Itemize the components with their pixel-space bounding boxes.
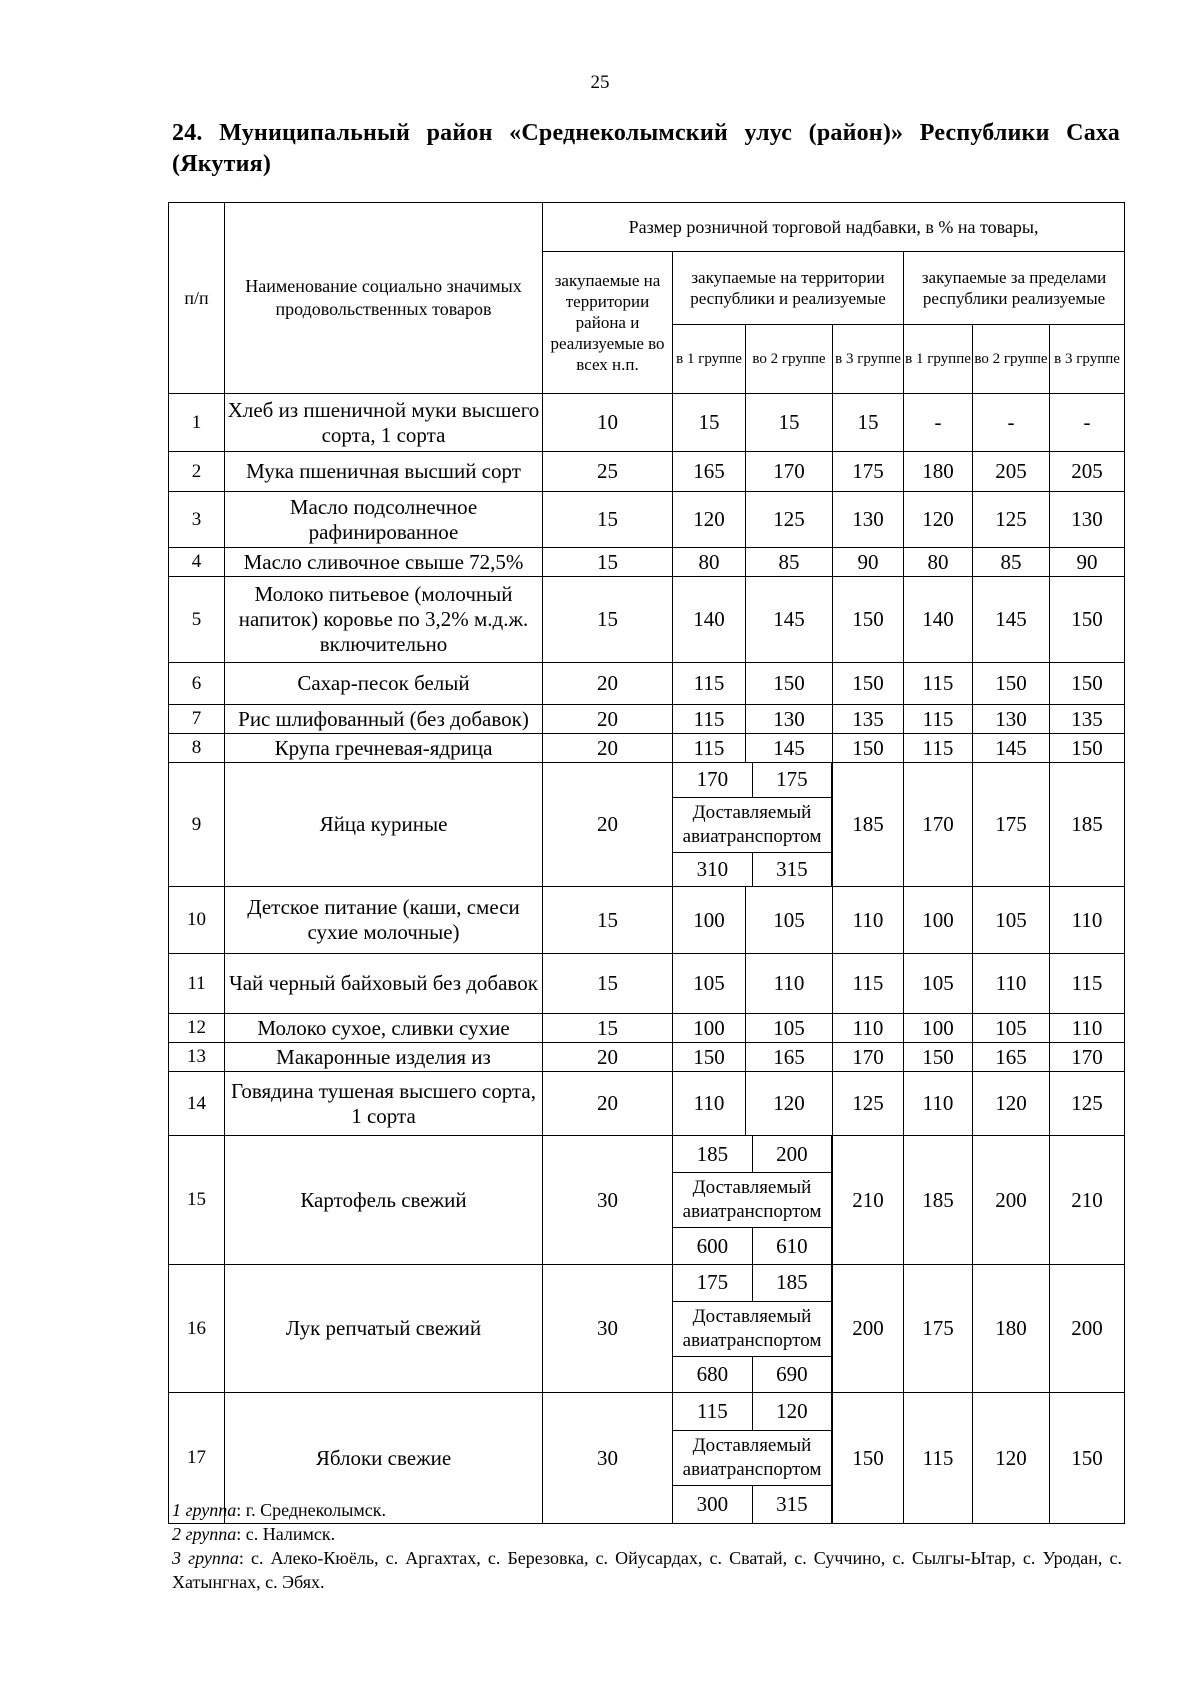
row-number: 12 — [169, 1014, 225, 1043]
value-rep-g3: 15 — [833, 394, 904, 452]
value-rep-g2: 145 — [746, 577, 833, 663]
value-rep-g2: 175 — [752, 763, 831, 797]
value-rep-g3: 110 — [833, 1014, 904, 1043]
value-out-g1: 80 — [904, 548, 973, 577]
row-number: 7 — [169, 705, 225, 734]
row-number: 9 — [169, 763, 225, 887]
table-row — [169, 577, 1125, 663]
table-row — [169, 954, 1125, 1014]
air-delivery-subtable — [673, 1136, 832, 1264]
product-name: Картофель свежий — [225, 1136, 543, 1265]
table-row — [169, 734, 1125, 763]
value-out-g1: 150 — [904, 1043, 973, 1072]
air-delivery-label: Доставляемый авиатранспортом — [673, 1301, 832, 1356]
value-rep-g2: 105 — [746, 887, 833, 954]
row-number: 14 — [169, 1072, 225, 1136]
row-number: 4 — [169, 548, 225, 577]
value-out-g2: 145 — [973, 577, 1050, 663]
value-local: 30 — [543, 1265, 673, 1393]
value-local: 10 — [543, 394, 673, 452]
product-name: Молоко питьевое (молочный напиток) коровье по 3,2% м.д.ж. включительно — [225, 577, 543, 663]
value-out-g3: 110 — [1050, 887, 1125, 954]
value-rep-g3: 150 — [833, 734, 904, 763]
table-row — [169, 705, 1125, 734]
value-air-g1: 300 — [673, 1486, 752, 1524]
value-rep-g1: 165 — [673, 452, 746, 492]
value-rep-g1: 140 — [673, 577, 746, 663]
value-air-g2: 610 — [752, 1228, 831, 1265]
header-markup: Размер розничной торговой надбавки, в % на товары, — [543, 203, 1125, 252]
value-out-g2: 180 — [973, 1265, 1050, 1393]
air-delivery-label: Доставляемый авиатранспортом — [673, 1173, 832, 1228]
product-name: Мука пшеничная высший сорт — [225, 452, 543, 492]
value-out-g2: 105 — [973, 887, 1050, 954]
value-air-g2: 690 — [752, 1356, 831, 1392]
value-out-g3: 150 — [1050, 1393, 1125, 1524]
product-name: Детское питание (каши, смеси сухие молочные) — [225, 887, 543, 954]
value-out-g1: 110 — [904, 1072, 973, 1136]
value-out-g2: - — [973, 394, 1050, 452]
air-delivery-subtable — [673, 1265, 832, 1392]
value-out-g3: 110 — [1050, 1014, 1125, 1043]
header-out-g2: во 2 группе — [973, 325, 1050, 394]
air-delivery-subtable — [673, 763, 832, 886]
value-rep-g1: 175 — [673, 1265, 752, 1301]
value-out-g1: 185 — [904, 1136, 973, 1265]
air-delivery-label: Доставляемый авиатранспортом — [673, 1431, 832, 1486]
value-rep-g1: 100 — [673, 1014, 746, 1043]
value-out-g2: 150 — [973, 663, 1050, 705]
product-name: Масло сливочное свыше 72,5% — [225, 548, 543, 577]
value-local: 15 — [543, 548, 673, 577]
page-number: 25 — [590, 72, 610, 93]
value-local: 15 — [543, 1014, 673, 1043]
value-rep-g2: 120 — [752, 1393, 831, 1431]
value-out-g1: - — [904, 394, 973, 452]
product-name: Молоко сухое, сливки сухие — [225, 1014, 543, 1043]
value-out-g3: 150 — [1050, 577, 1125, 663]
value-rep-g3: 210 — [833, 1136, 904, 1265]
row-number: 13 — [169, 1043, 225, 1072]
value-out-g3: - — [1050, 394, 1125, 452]
value-out-g1: 120 — [904, 492, 973, 548]
value-rep-g3: 175 — [833, 452, 904, 492]
row-number: 16 — [169, 1265, 225, 1393]
value-rep-g3: 115 — [833, 954, 904, 1014]
value-rep-g2: 125 — [746, 492, 833, 548]
product-name: Масло подсолнечное рафинированное — [225, 492, 543, 548]
value-rep-g2: 15 — [746, 394, 833, 452]
value-rep-g3: 150 — [833, 577, 904, 663]
header-rep-g1: в 1 группе — [673, 325, 746, 394]
value-rep-g3: 200 — [833, 1265, 904, 1393]
value-out-g3: 205 — [1050, 452, 1125, 492]
row-number: 5 — [169, 577, 225, 663]
product-name: Яблоки свежие — [225, 1393, 543, 1524]
value-out-g2: 130 — [973, 705, 1050, 734]
value-rep-g2: 165 — [746, 1043, 833, 1072]
value-out-g2: 145 — [973, 734, 1050, 763]
page-title: 24. Муниципальный район «Среднеколымский улус (район)» Республики Саха (Якутия) — [172, 120, 1120, 177]
value-out-g3: 135 — [1050, 705, 1125, 734]
value-out-g3: 125 — [1050, 1072, 1125, 1136]
value-out-g2: 85 — [973, 548, 1050, 577]
header-rep-g3: в 3 группе — [833, 325, 904, 394]
value-local: 20 — [543, 734, 673, 763]
value-local: 20 — [543, 1043, 673, 1072]
value-out-g2: 205 — [973, 452, 1050, 492]
value-rep-g2: 110 — [746, 954, 833, 1014]
table-row — [169, 1072, 1125, 1136]
header-republic: закупаемые на территории республики и реализуемые — [673, 252, 904, 325]
value-rep-g1: 105 — [673, 954, 746, 1014]
value-out-g1: 100 — [904, 1014, 973, 1043]
value-rep-g1: 15 — [673, 394, 746, 452]
air-delivery-cell — [673, 763, 833, 887]
header-out-g3: в 3 группе — [1050, 325, 1125, 394]
value-rep-g2: 185 — [752, 1265, 831, 1301]
value-rep-g3: 170 — [833, 1043, 904, 1072]
value-out-g1: 140 — [904, 577, 973, 663]
header-name: Наименование социально значимых продовольственных товаров — [225, 203, 543, 394]
footnote-group-3: 3 группа: с. Алеко-Кюёль, с. Аргахтах, с. Березовка, с. Ойусардах, с. Сватай, с. Суччино, с. Сылгы-Ытар, с. Уродан, с. Хатынгнах, с. Эбях. — [172, 1548, 1122, 1592]
header-rep-g2: во 2 группе — [746, 325, 833, 394]
value-rep-g3: 130 — [833, 492, 904, 548]
value-rep-g2: 105 — [746, 1014, 833, 1043]
table-row — [169, 1136, 1125, 1265]
value-rep-g3: 90 — [833, 548, 904, 577]
value-air-g1: 310 — [673, 852, 752, 886]
value-rep-g1: 150 — [673, 1043, 746, 1072]
value-local: 15 — [543, 954, 673, 1014]
footnote-group-1: 1 группа: г. Среднеколымск. — [172, 1500, 386, 1520]
footnote-group-2: 2 группа: с. Налимск. — [172, 1524, 336, 1544]
value-out-g1: 115 — [904, 663, 973, 705]
value-out-g2: 105 — [973, 1014, 1050, 1043]
value-out-g2: 110 — [973, 954, 1050, 1014]
value-out-g2: 125 — [973, 492, 1050, 548]
value-local: 30 — [543, 1393, 673, 1524]
value-rep-g2: 145 — [746, 734, 833, 763]
air-delivery-label: Доставляемый авиатранспортом — [673, 797, 832, 852]
product-name: Рис шлифованный (без добавок) — [225, 705, 543, 734]
value-local: 15 — [543, 887, 673, 954]
row-number: 17 — [169, 1393, 225, 1524]
value-out-g1: 175 — [904, 1265, 973, 1393]
value-local: 15 — [543, 492, 673, 548]
value-out-g1: 180 — [904, 452, 973, 492]
value-out-g3: 150 — [1050, 734, 1125, 763]
value-out-g2: 120 — [973, 1393, 1050, 1524]
row-number: 2 — [169, 452, 225, 492]
table-row — [169, 394, 1125, 452]
value-local: 25 — [543, 452, 673, 492]
value-rep-g3: 125 — [833, 1072, 904, 1136]
product-name: Чай черный байховый без добавок — [225, 954, 543, 1014]
table-row — [169, 452, 1125, 492]
value-local: 20 — [543, 705, 673, 734]
air-delivery-cell — [673, 1265, 833, 1393]
table-row — [169, 492, 1125, 548]
value-rep-g2: 85 — [746, 548, 833, 577]
value-rep-g2: 150 — [746, 663, 833, 705]
header-outside: закупаемые за пределами республики реализуемые — [904, 252, 1125, 325]
air-delivery-cell — [673, 1136, 833, 1265]
value-rep-g3: 150 — [833, 663, 904, 705]
value-local: 15 — [543, 577, 673, 663]
value-rep-g2: 200 — [752, 1136, 831, 1173]
header-no: п/п — [169, 203, 225, 394]
value-rep-g2: 170 — [746, 452, 833, 492]
value-rep-g3: 150 — [833, 1393, 904, 1524]
row-number: 6 — [169, 663, 225, 705]
value-rep-g3: 185 — [833, 763, 904, 887]
product-name: Макаронные изделия из — [225, 1043, 543, 1072]
product-name: Хлеб из пшеничной муки высшего сорта, 1 сорта — [225, 394, 543, 452]
value-out-g1: 115 — [904, 1393, 973, 1524]
value-out-g3: 90 — [1050, 548, 1125, 577]
value-out-g2: 200 — [973, 1136, 1050, 1265]
row-number: 8 — [169, 734, 225, 763]
value-rep-g1: 170 — [673, 763, 752, 797]
value-out-g3: 170 — [1050, 1043, 1125, 1072]
footnotes — [172, 1498, 1122, 1594]
value-rep-g2: 130 — [746, 705, 833, 734]
table-row — [169, 548, 1125, 577]
value-rep-g1: 115 — [673, 663, 746, 705]
value-rep-g1: 115 — [673, 734, 746, 763]
value-local: 20 — [543, 763, 673, 887]
value-out-g1: 170 — [904, 763, 973, 887]
table-row — [169, 887, 1125, 954]
row-number: 3 — [169, 492, 225, 548]
value-out-g3: 130 — [1050, 492, 1125, 548]
value-out-g3: 115 — [1050, 954, 1125, 1014]
value-out-g1: 105 — [904, 954, 973, 1014]
value-out-g2: 175 — [973, 763, 1050, 887]
value-out-g3: 150 — [1050, 663, 1125, 705]
value-rep-g1: 115 — [673, 705, 746, 734]
value-rep-g1: 100 — [673, 887, 746, 954]
value-out-g3: 210 — [1050, 1136, 1125, 1265]
value-local: 20 — [543, 663, 673, 705]
value-rep-g1: 80 — [673, 548, 746, 577]
product-name: Сахар-песок белый — [225, 663, 543, 705]
value-local: 30 — [543, 1136, 673, 1265]
table-row — [169, 663, 1125, 705]
value-out-g3: 185 — [1050, 763, 1125, 887]
value-rep-g3: 110 — [833, 887, 904, 954]
value-out-g1: 115 — [904, 734, 973, 763]
product-name: Говядина тушеная высшего сорта, 1 сорта — [225, 1072, 543, 1136]
value-air-g1: 680 — [673, 1356, 752, 1392]
markup-table — [168, 202, 1125, 1524]
row-number: 11 — [169, 954, 225, 1014]
value-air-g1: 600 — [673, 1228, 752, 1265]
product-name: Яйца куриные — [225, 763, 543, 887]
value-rep-g1: 115 — [673, 1393, 752, 1431]
row-number: 10 — [169, 887, 225, 954]
header-out-g1: в 1 группе — [904, 325, 973, 394]
product-name: Лук репчатый свежий — [225, 1265, 543, 1393]
value-air-g2: 315 — [752, 852, 831, 886]
product-name: Крупа гречневая-ядрица — [225, 734, 543, 763]
header-local: закупаемые на территории района и реализуемые во всех н.п. — [543, 252, 673, 394]
value-out-g1: 115 — [904, 705, 973, 734]
table-row — [169, 763, 1125, 887]
table-row — [169, 1043, 1125, 1072]
value-out-g1: 100 — [904, 887, 973, 954]
value-rep-g1: 110 — [673, 1072, 746, 1136]
table-row — [169, 1014, 1125, 1043]
table-row — [169, 1265, 1125, 1393]
value-out-g2: 165 — [973, 1043, 1050, 1072]
value-rep-g1: 185 — [673, 1136, 752, 1173]
value-out-g2: 120 — [973, 1072, 1050, 1136]
value-rep-g3: 135 — [833, 705, 904, 734]
value-rep-g1: 120 — [673, 492, 746, 548]
value-out-g3: 200 — [1050, 1265, 1125, 1393]
row-number: 1 — [169, 394, 225, 452]
value-rep-g2: 120 — [746, 1072, 833, 1136]
value-air-g2: 315 — [752, 1486, 831, 1524]
row-number: 15 — [169, 1136, 225, 1265]
value-local: 20 — [543, 1072, 673, 1136]
